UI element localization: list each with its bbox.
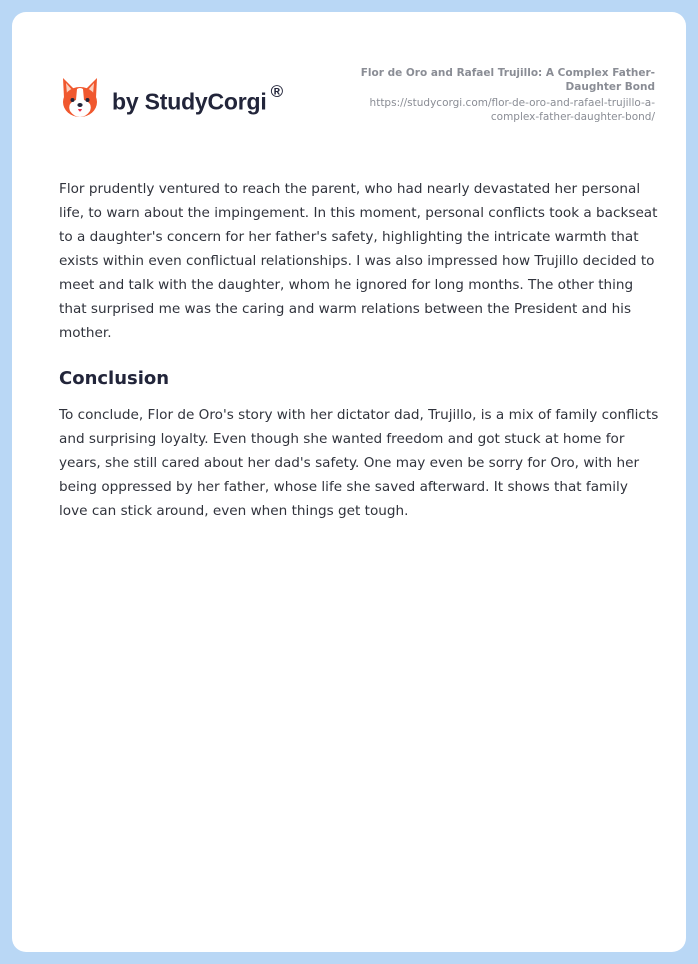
registered-mark: ® <box>270 82 283 102</box>
body-paragraph: Flor prudently ventured to reach the parent, who had nearly devastated her personal life, to warn about the impingement. In this moment, personal conflicts took a backseat to a daughter's concern for her father's safety, highlighting the intricate warmth that exists within even conflictual relationships. I was also impressed how Trujillo decided to meet and talk with the daughter, whom he ignored for long months. The other thing that surprised me was the caring and warm relations between the President and his mother. <box>59 181 658 341</box>
corgi-logo-icon <box>60 76 100 120</box>
document-title: Flor de Oro and Rafael Trujillo: A Complex Father-Daughter Bond <box>360 67 655 93</box>
conclusion-paragraph: To conclude, Flor de Oro's story with her dictator dad, Trujillo, is a mix of family conflicts and surprising loyalty. Even though she wanted freedom and got stuck at home for years, she still cared about her dad's safety. One may even be sorry for Oro, with her being oppressed by her father, whose life she saved afterward. It shows that family love can stick around, even when things get tough. <box>59 407 659 519</box>
document-url[interactable]: https://studycorgi.com/flor-de-oro-and-rafael-trujillo-a-complex-father-daughter-bond/ <box>369 97 655 123</box>
brand-name <box>112 82 283 116</box>
section-heading: Conclusion <box>59 368 170 389</box>
brand-text: by StudyCorgi <box>112 88 267 115</box>
document-meta <box>355 66 655 124</box>
document-content <box>59 177 659 523</box>
document-page <box>12 12 686 952</box>
studycorgi-logo[interactable] <box>60 76 283 120</box>
